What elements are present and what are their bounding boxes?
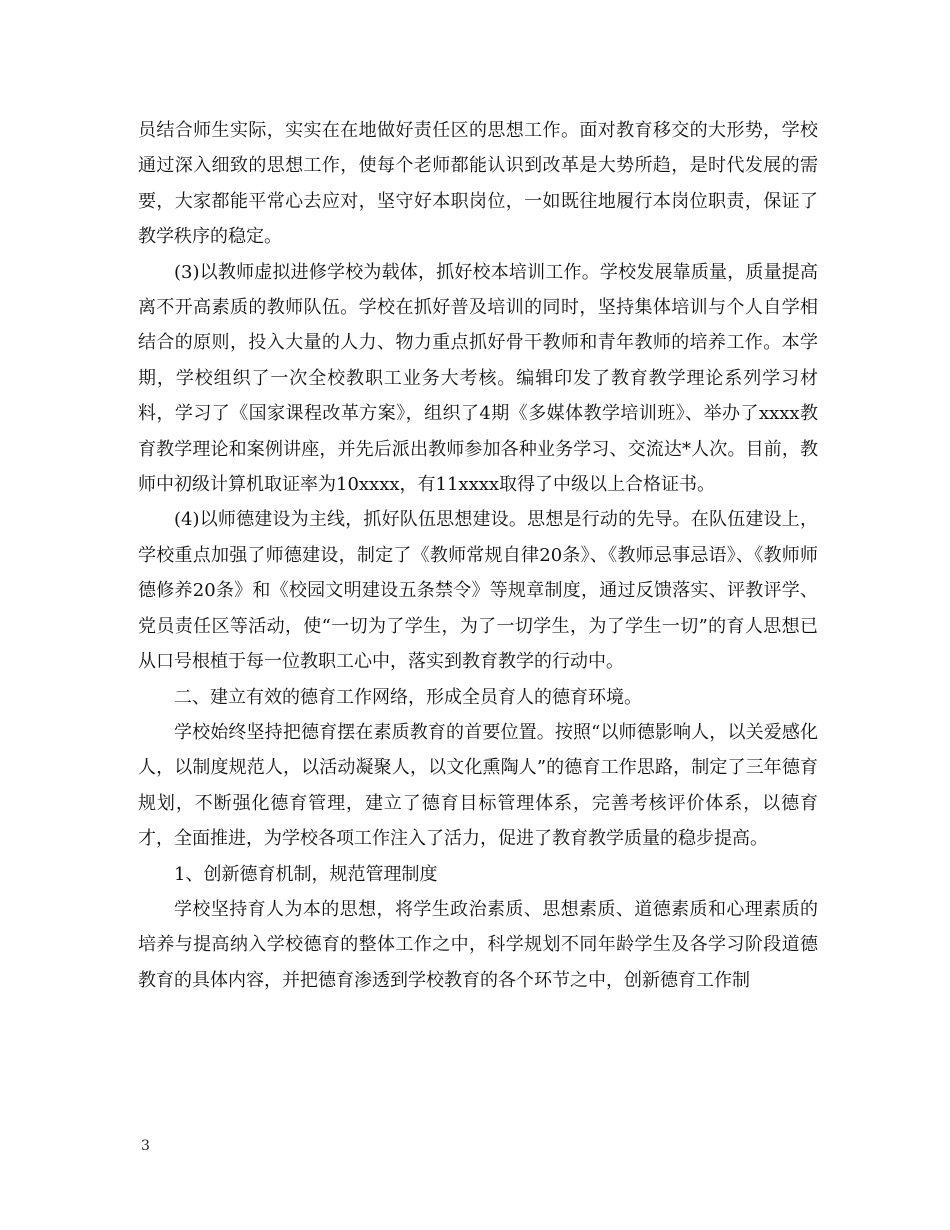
subheading-moral-mechanism: 1、创新德育机制，规范管理制度 [174,863,438,885]
section-heading-moral-network: 二、建立有效的德育工作网络，形成全员育人的德育环境。 [174,686,642,708]
paragraph-teacher-ethics: (4)以师德建设为主线，抓好队伍思想建设。思想是行动的先导。在队伍建设上，学校重点加强了师德建设，制定了《教师常规自律20条》、《教师忌事忌语》、《教师师德修养20条》和《校园文明建设五条禁令》等规章制度，通过反馈落实、评教评学、党员责任区等活动，使“一切为了学生，为了一切学生，为了学生一切”的育人思想已从口号根植于每一位教职工心中，落实到教育教学的行动中。 [138,509,818,673]
paragraph-continuation: 员结合师生实际，实实在在地做好责任区的思想工作。面对教育移交的大形势，学校通过深入细致的思想工作，使每个老师都能认识到改革是大势所趋，是时代发展的需要，大家都能平常心去应对，坚守好本职岗位，一如既往地履行本岗位职责，保证了教学秩序的稳定。 [138,120,818,248]
paragraph-moral-priority: 学校始终坚持把德育摆在素质教育的首要位置。按照“以师德影响人，以关爱感化人，以制度规范人，以活动凝聚人，以文化熏陶人”的德育工作思路，制定了三年德育规划，不断强化德育管理，建立了德育目标管理体系，完善考核评价体系，以德育才，全面推进，为学校各项工作注入了活力，促进了教育教学质量的稳步提高。 [138,721,818,850]
document-body [138,113,818,998]
paragraph-moral-content: 学校坚持育人为本的思想，将学生政治素质、思想素质、道德素质和心理素质的培养与提高纳入学校德育的整体工作之中，科学规划不同年龄学生及各学习阶段道德教育的具体内容，并把德育渗透到学校教育的各个环节之中，创新德育工作制 [138,898,818,991]
page-number: 3 [141,1138,150,1154]
paragraph-teacher-training: (3)以教师虚拟进修学校为载体，抓好校本培训工作。学校发展靠质量，质量提高离不开高素质的教师队伍。学校在抓好普及培训的同时，坚持集体培训与个人自学相结合的原则，投入大量的人力、物力重点抓好骨干教师和青年教师的培养工作。本学期，学校组织了一次全校教职工业务大考核。编辑印发了教育教学理论系列学习材料，学习了《国家课程改革方案》，组织了4期《多媒体教学培训班》、举办了xxxx教育教学理论和案例讲座，并先后派出教师参加各种业务学习、交流达*人次。目前，教师中初级计算机取证率为10xxxx，有11xxxx取得了中级以上合格证书。 [138,261,818,496]
